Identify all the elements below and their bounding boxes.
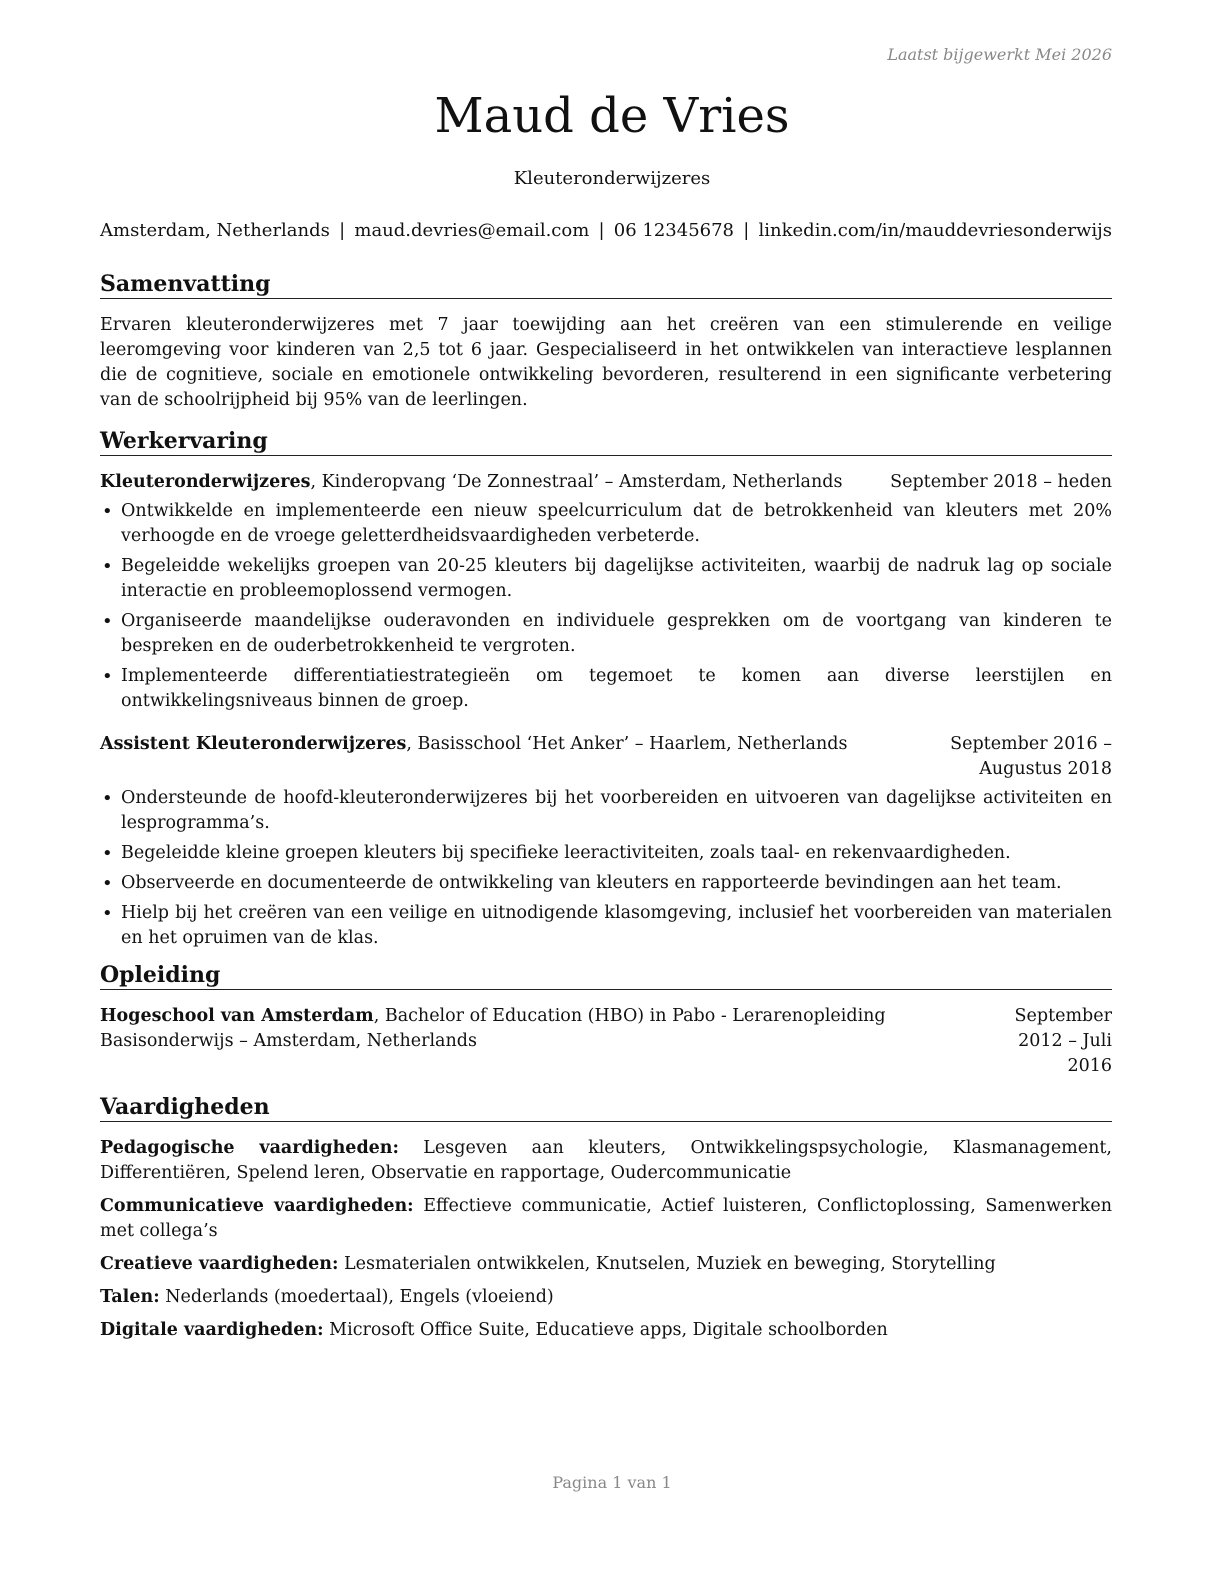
skill-line	[100, 1136, 1112, 1186]
skill-value: Nederlands (moedertaal), Engels (vloeiend)	[159, 1287, 554, 1307]
job-bullet: • Ondersteunde de hoofd-kleuteronderwijzeres bij het voorbereiden en uitvoeren van dagelijkse activiteiten en lesprogramma’s.	[100, 786, 1112, 836]
section-title-education: Opleiding	[100, 961, 1112, 990]
last-updated-note: Laatst bijgewerkt Mei 2026	[887, 45, 1112, 64]
contact-line	[100, 220, 1112, 241]
skill-value: Lesgeven aan kleuters, Ontwikkelingspsychologie, Klasmanagement, Differentiëren, Spelend leren, Observatie en rapportage, Oudercommunicatie	[100, 1138, 1112, 1183]
job-organization: , Kinderopvang ‘De Zonnestraal’ – Amsterdam, Netherlands	[310, 472, 843, 492]
education-details: , Bachelor of Education (HBO) in Pabo - Lerarenopleiding Basisonderwijs – Amsterdam, Netherlands	[100, 1006, 886, 1051]
job-role: Assistent Kleuteronderwijzeres	[100, 734, 407, 754]
skill-label: Communicatieve vaardigheden:	[100, 1196, 414, 1216]
job-dates: September 2018 – heden	[890, 472, 1112, 492]
skill-value: Effectieve communicatie, Actief luisteren, Conflictoplossing, Samenwerken met collega’s	[100, 1196, 1112, 1241]
candidate-name: Maud de Vries	[434, 88, 790, 144]
section-title-experience: Werkervaring	[100, 427, 1112, 456]
education-school: Hogeschool van Amsterdam	[100, 1006, 374, 1026]
contact-separator: |	[339, 220, 346, 241]
section-title-summary: Samenvatting	[100, 270, 1112, 299]
skill-line	[100, 1252, 1112, 1277]
job-header	[100, 732, 1112, 782]
contact-linkedin[interactable]: linkedin.com/in/mauddevriesonderwijs	[758, 220, 1112, 241]
skill-label: Digitale vaardigheden:	[100, 1320, 324, 1340]
job-title-line	[100, 470, 890, 495]
job-bullet: • Organiseerde maandelijkse ouderavonden en individuele gesprekken om de voortgang van kinderen te bespreken en de ouderbetrokkenheid te vergroten.	[100, 609, 1112, 659]
job-title-line	[100, 732, 880, 757]
skill-label: Creatieve vaardigheden:	[100, 1254, 339, 1274]
contact-separator: |	[598, 220, 605, 241]
skill-label: Pedagogische vaardigheden:	[100, 1138, 399, 1158]
skill-label: Talen:	[100, 1287, 160, 1307]
job-dates: September 2016 – Augustus 2018	[950, 734, 1112, 779]
job-header	[100, 470, 1112, 495]
contact-separator: |	[743, 220, 750, 241]
job-bullets	[100, 786, 1112, 951]
job-bullet: • Ontwikkelde en implementeerde een nieuw speelcurriculum dat de betrokkenheid van kleuters met 20% verhoogde en de vroege geletterdheidsvaardigheden verbeterde.	[100, 499, 1112, 549]
education-description	[100, 1004, 970, 1079]
job-bullet: • Hielp bij het creëren van een veilige en uitnodigende klasomgeving, inclusief het voorbereiden van materialen en het opruimen van de klas.	[100, 901, 1112, 951]
summary-text: Ervaren kleuteronderwijzeres met 7 jaar toewijding aan het creëren van een stimulerende en veilige leeromgeving voor kinderen van 2,5 tot 6 jaar. Gespecialiseerd in het ontwikkelen van interactieve lesplannen die de cognitieve, sociale en emotionele ontwikkeling bevorderen, resulterend in een significante verbetering van de schoolrijpheid bij 95% van de leerlingen.	[100, 315, 1112, 410]
job-entry	[100, 470, 1112, 714]
skill-line	[100, 1285, 1112, 1310]
education-dates: September 2012 – Juli 2016	[1014, 1006, 1112, 1076]
skill-value: Lesmaterialen ontwikkelen, Knutselen, Muziek en beweging, Storytelling	[338, 1254, 996, 1274]
skill-line	[100, 1318, 1112, 1343]
section-title-skills: Vaardigheden	[100, 1093, 1112, 1122]
contact-location: Amsterdam, Netherlands	[100, 220, 330, 241]
job-role: Kleuteronderwijzeres	[100, 472, 311, 492]
contact-email[interactable]: maud.devries@email.com	[354, 220, 590, 241]
candidate-job-title: Kleuteronderwijzeres	[513, 168, 711, 189]
skill-value: Microsoft Office Suite, Educatieve apps, Digitale schoolborden	[323, 1320, 888, 1340]
job-bullets	[100, 499, 1112, 714]
job-entry	[100, 732, 1112, 951]
job-bullet: • Implementeerde differentiatiestrategieën om tegemoet te komen aan diverse leerstijlen en ontwikkelingsniveaus binnen de groep.	[100, 664, 1112, 714]
job-bullet: • Begeleidde wekelijks groepen van 20-25 kleuters bij dagelijkse activiteiten, waarbij de nadruk lag op sociale interactie en probleemoplossend vermogen.	[100, 554, 1112, 604]
education-entry	[100, 1004, 1112, 1079]
skill-line	[100, 1194, 1112, 1244]
contact-phone[interactable]: 06 12345678	[613, 220, 735, 241]
resume-body	[100, 270, 1112, 1351]
job-bullet: • Observeerde en documenteerde de ontwikkeling van kleuters en rapporteerde bevindingen aan het team.	[100, 871, 1112, 896]
job-bullet: • Begeleidde kleine groepen kleuters bij specifieke leeractiviteiten, zoals taal- en rekenvaardigheden.	[100, 841, 1112, 866]
job-organization: , Basisschool ‘Het Anker’ – Haarlem, Netherlands	[406, 734, 848, 754]
page-number: Pagina 1 van 1	[552, 1473, 672, 1492]
